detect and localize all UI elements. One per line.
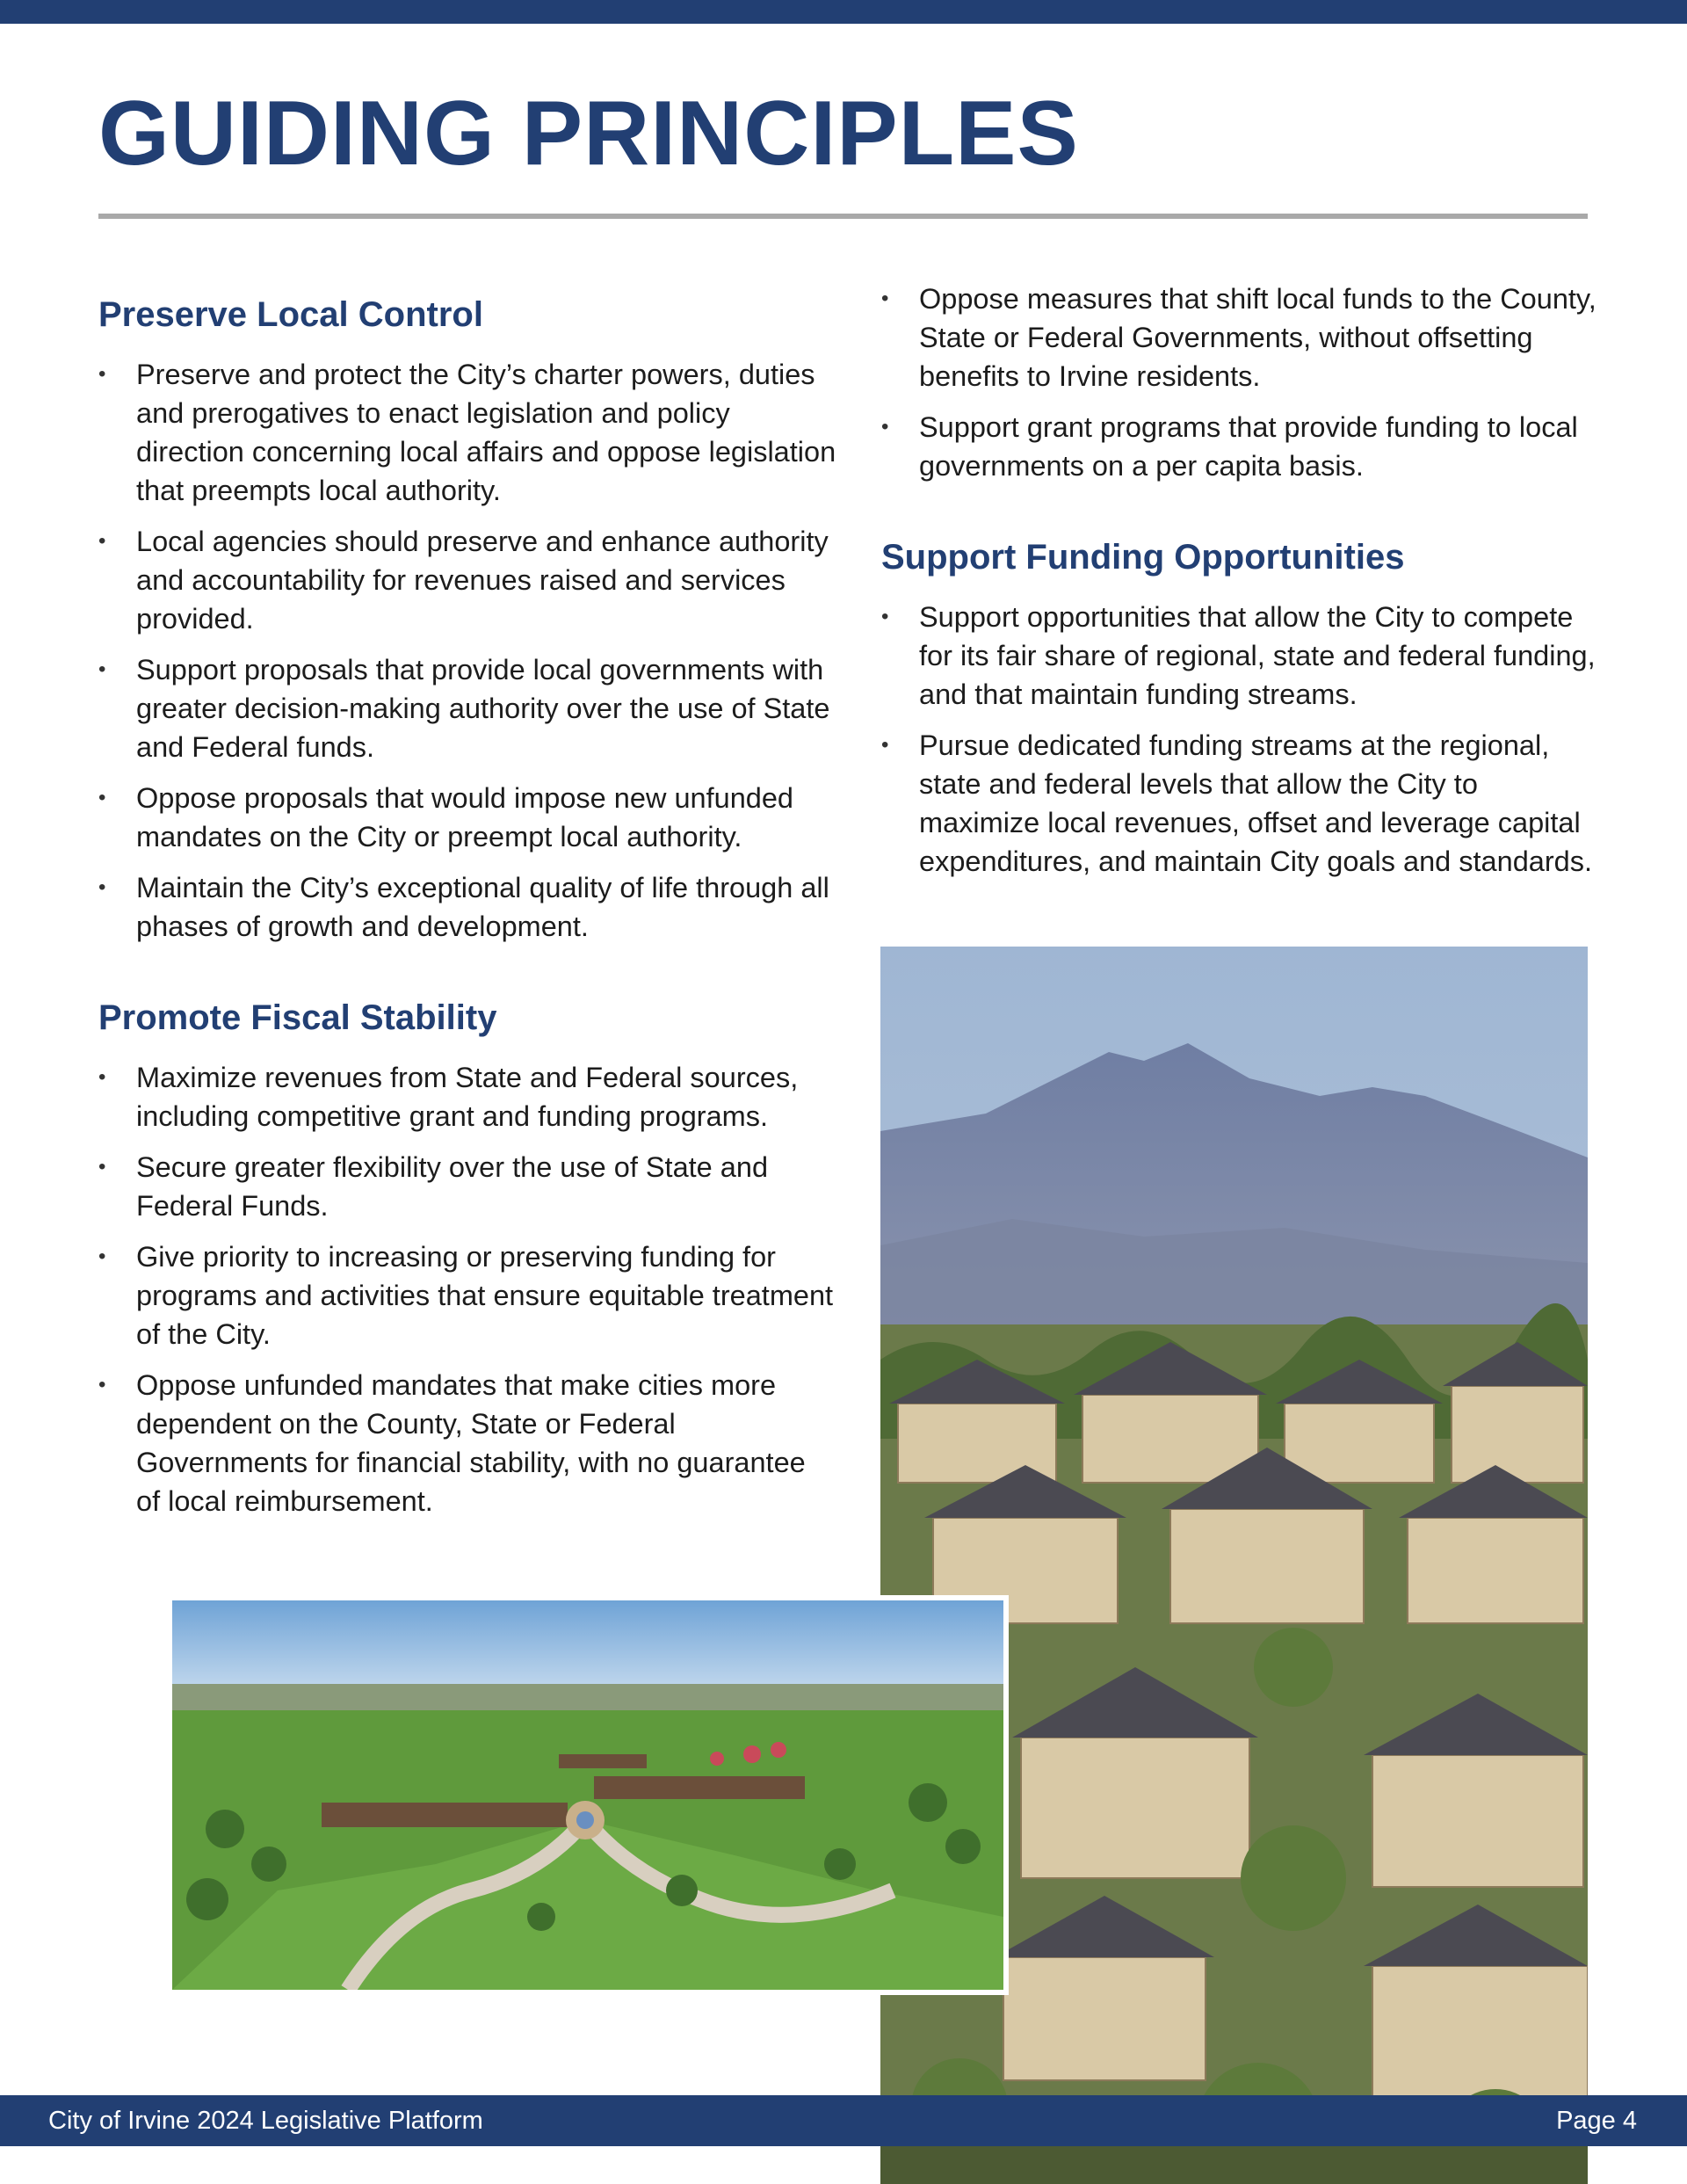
section-heading: Promote Fiscal Stability (98, 998, 497, 1037)
footer-document-title: City of Irvine 2024 Legislative Platform (48, 2107, 483, 2135)
bullet-item: • Secure greater flexibility over the use of State and Federal Funds. (98, 1148, 836, 1225)
bullet-item: • Support opportunities that allow the City to compete for its fair share of regional, state and federal funding, and that maintain funding streams. (881, 598, 1602, 714)
title-divider (98, 214, 1588, 219)
bullet-item: • Pursue dedicated funding streams at the regional, state and federal levels that allow the City to maximize local revenues, offset and leverage capital expenditures, and maintain City goals and standards. (881, 726, 1602, 881)
neighborhood-mountain-photo (880, 947, 1588, 2184)
bullet-item: • Preserve and protect the City’s charter powers, duties and prerogatives to enact legislation and policy direction concerning local affairs and oppose legislation that preempts local authority. (98, 355, 836, 510)
section-promote-fiscal-stability (98, 991, 836, 1520)
section-heading: Support Funding Opportunities (881, 538, 1405, 577)
section-preserve-local-control (98, 288, 836, 946)
neighborhood-photo-bottom (880, 2146, 1588, 2184)
bullet-item: • Give priority to increasing or preserving funding for programs and activities that ensure equitable treatment of the City. (98, 1237, 836, 1353)
bullet-item: • Maintain the City’s exceptional quality of life through all phases of growth and development. (98, 868, 836, 946)
left-column (98, 288, 836, 1566)
top-banner (0, 0, 1687, 24)
bullet-item: • Support grant programs that provide funding to local governments on a per capita basis. (881, 408, 1602, 485)
bullet-item: • Support proposals that provide local governments with greater decision-making authority over the use of State and Federal funds. (98, 650, 836, 766)
bullet-list (98, 1058, 836, 1520)
section-support-funding-opportunities (881, 531, 1602, 881)
bullet-item: • Maximize revenues from State and Federal sources, including competitive grant and funding programs. (98, 1058, 836, 1136)
bullet-list (98, 355, 836, 946)
section-heading: Preserve Local Control (98, 295, 483, 334)
right-column (881, 283, 1602, 926)
park-illustration (172, 1600, 1003, 1990)
page-title: GUIDING PRINCIPLES (98, 83, 1079, 185)
neighborhood-illustration (880, 947, 1588, 2184)
section-continued (881, 279, 1602, 485)
bullet-item: • Oppose proposals that would impose new unfunded mandates on the City or preempt local authority. (98, 779, 836, 856)
footer-bar (0, 2095, 1687, 2146)
bullet-item: • Local agencies should preserve and enhance authority and accountability for revenues raised and services provided. (98, 522, 836, 638)
park-aerial-photo (167, 1595, 1009, 1995)
bullet-list (881, 279, 1602, 485)
bullet-item: • Oppose measures that shift local funds to the County, State or Federal Governments, without offsetting benefits to Irvine residents. (881, 279, 1602, 395)
page-number: Page 4 (1556, 2107, 1637, 2135)
bullet-list (881, 598, 1602, 881)
bullet-item: • Oppose unfunded mandates that make cities more dependent on the County, State or Federal Governments for financial stability, with no guarantee of local reimbursement. (98, 1366, 836, 1520)
